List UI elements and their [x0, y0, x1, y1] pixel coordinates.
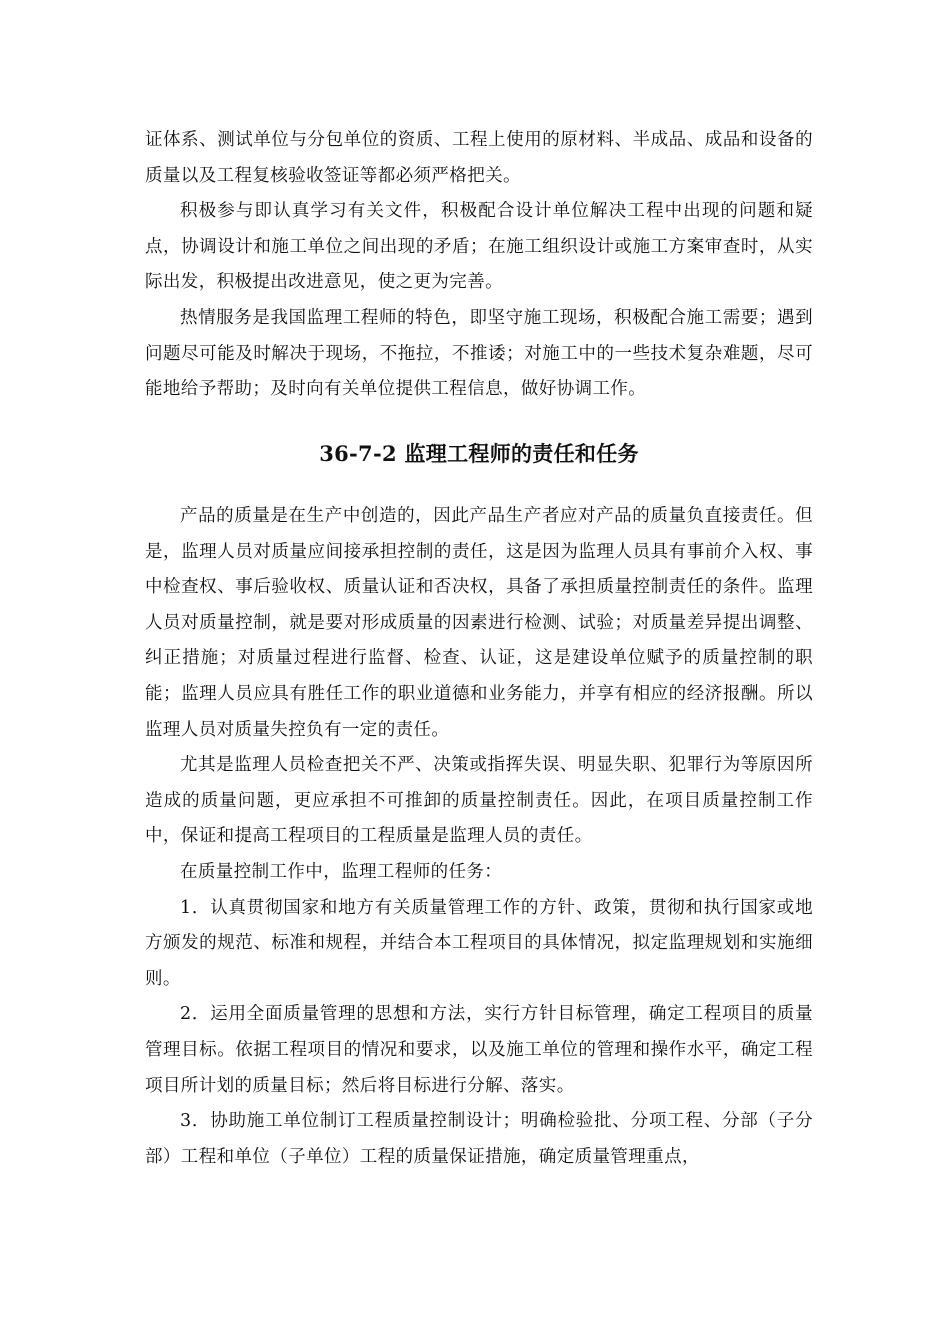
section-1-body: [145, 123, 813, 408]
list-item: 1．认真贯彻国家和地方有关质量管理工作的方针、政策，贯彻和执行国家或地方颁发的规范、标准和规程，并结合本工程项目的具体情况，拟定监理规划和实施细则。: [145, 897, 813, 989]
paragraph: 热情服务是我国监理工程师的特色，即坚守施工现场，积极配合施工需要；遇到问题尽可能及时解决于现场，不拖拉，不推诿；对施工中的一些技术复杂难题，尽可能地给予帮助；及时向有关单位提供工程信息，做好协调工作。: [145, 307, 813, 400]
paragraph-continued: 证体系、测试单位与分包单位的资质、工程上使用的原材料、半成品、成品和设备的质量以及工程复核验收签证等都必须严格把关。: [145, 130, 813, 186]
section-heading: 36-7-2 监理工程师的责任和任务: [319, 441, 639, 466]
paragraph: 尤其是监理人员检查把关不严、决策或指挥失误、明显失职、犯罪行为等原因所造成的质量问题，更应承担不可推卸的质量控制责任。因此，在项目质量控制工作中，保证和提高工程项目的工程质量是监理人员的责任。: [145, 755, 813, 847]
list-item: 2．运用全面质量管理的思想和方法，实行方针目标管理，确定工程项目的质量管理目标。依据工程项目的情况和要求，以及施工单位的管理和操作水平，确定工程项目所计划的质量目标；然后将目标进行分解、落实。: [145, 1004, 813, 1096]
paragraph: 在质量控制工作中，监理工程师的任务：: [180, 861, 503, 882]
list-item: 3．协助施工单位制订工程质量控制设计；明确检验批、分项工程、分部（子分部）工程和单位（子单位）工程的质量保证措施，确定质量管理重点，: [145, 1111, 813, 1167]
section-2-body: [145, 499, 813, 1175]
paragraph: 积极参与即认真学习有关文件，积极配合设计单位解决工程中出现的问题和疑点，协调设计和施工单位之间出现的矛盾；在施工组织设计或施工方案审查时，从实际出发，积极提出改进意见，使之更为完善。: [145, 201, 813, 293]
paragraph: 产品的质量是在生产中创造的，因此产品生产者应对产品的质量负直接责任。但是，监理人员对质量应间接承担控制的责任，这是因为监理人员具有事前介入权、事中检查权、事后验收权、质量认证和否决权，具备了承担质量控制责任的条件。监理人员对质量控制，就是要对形成质量的因素进行检测、试验；对质量差异提出调整、纠正措施；对质量过程进行监督、检查、认证，这是建设单位赋予的质量控制的职能；监理人员应具有胜任工作的职业道德和业务能力，并享有相应的经济报酬。所以监理人员对质量失控负有一定的责任。: [145, 506, 813, 740]
